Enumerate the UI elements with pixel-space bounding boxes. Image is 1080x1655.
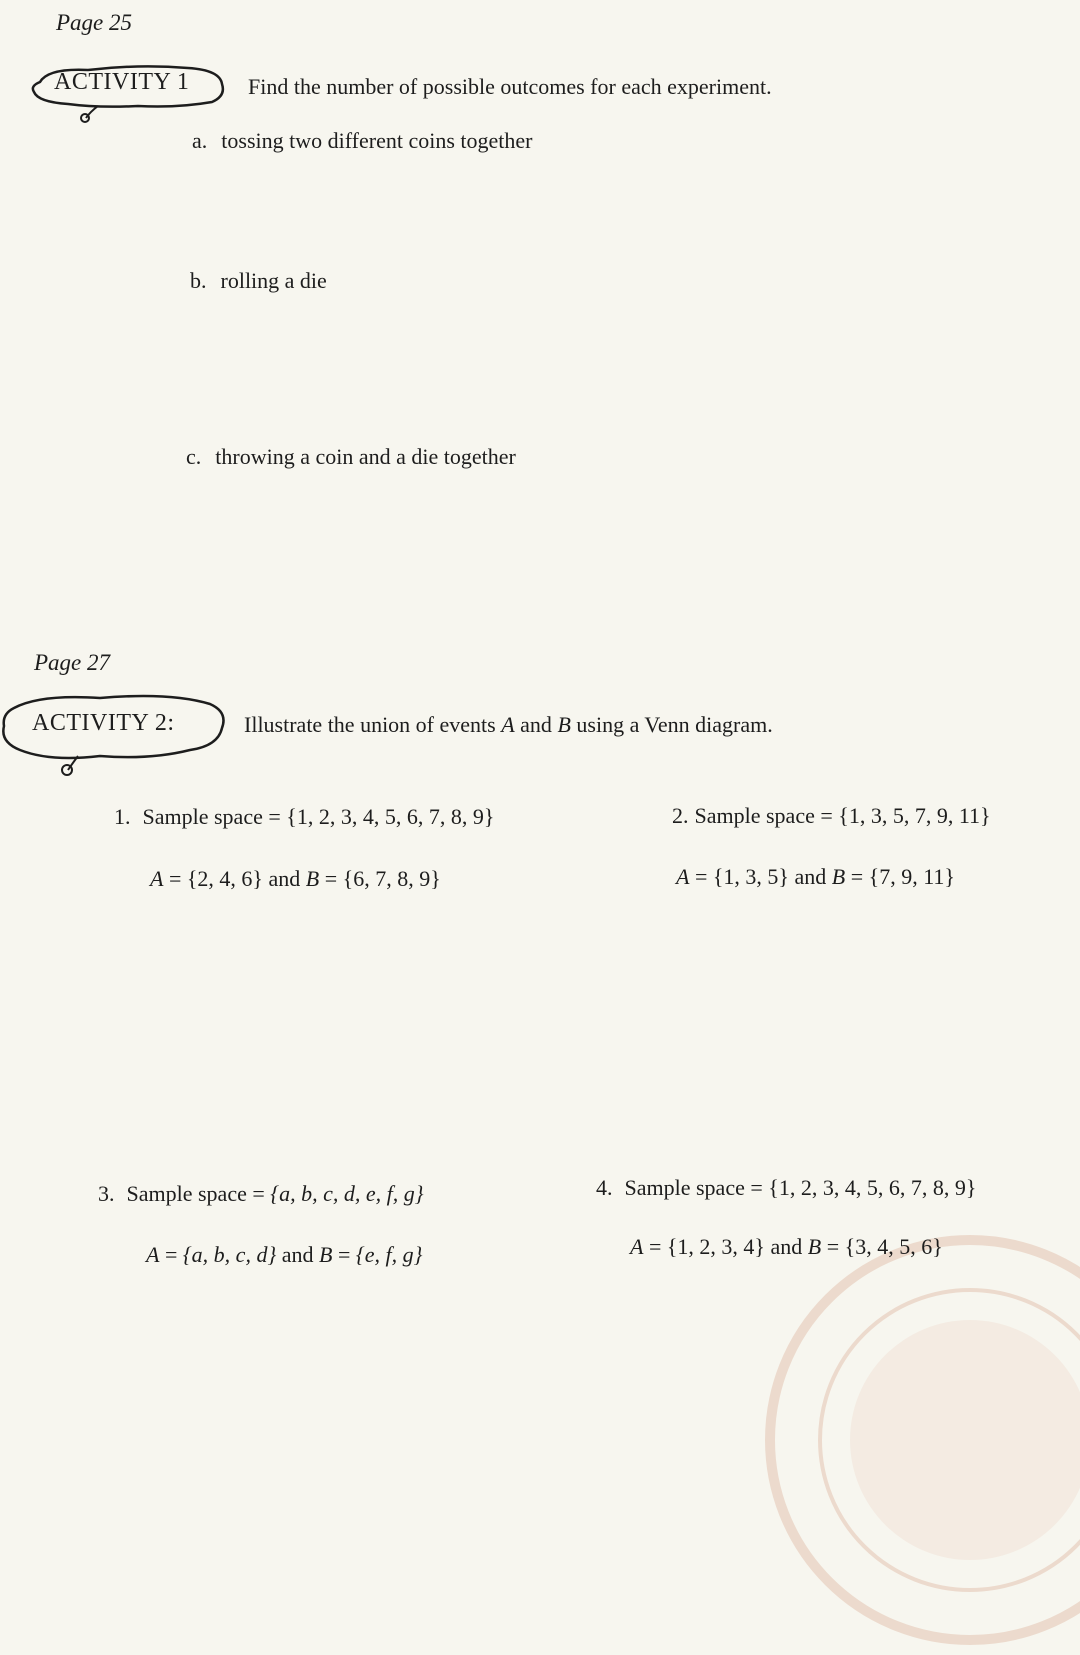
list-item [186,444,516,470]
activity-1-instruction: Find the number of possible outcomes for each experiment. [248,74,772,99]
problem-2-sample-space: 2. Sample space = {1, 3, 5, 7, 9, 11} [672,803,991,828]
activity-2-instruction: Illustrate the union of events A and B using a Venn diagram. [244,712,773,737]
activity-2-title: ACTIVITY 2: [32,710,175,736]
activity-1-title: ACTIVITY 1 [54,69,190,95]
problem-3-sets: A = {a, b, c, d} and B = {e, f, g} [146,1242,423,1267]
problem-1-sample-space: 1. Sample space = {1, 2, 3, 4, 5, 6, 7, 8, 9} [114,804,495,829]
problem-3-sample-space: 3. Sample space = {a, b, c, d, e, f, g} [98,1181,424,1206]
watermark-stamp [760,1230,1080,1650]
problem-1-sets: A = {2, 4, 6} and B = {6, 7, 8, 9} [150,866,441,891]
problem-4-sets: A = {1, 2, 3, 4} and B = {3, 4, 5, 6} [630,1234,943,1259]
problem-2-sets: A = {1, 3, 5} and B = {7, 9, 11} [676,864,955,889]
page-label: Page 27 [34,650,111,675]
activity-2-badge [0,690,230,780]
problem-4-sample-space: 4. Sample space = {1, 2, 3, 4, 5, 6, 7, 8, 9} [596,1175,977,1200]
list-item [192,128,532,154]
item-label: b. [190,268,207,293]
item-text: throwing a coin and a die together [215,444,516,469]
item-text: tossing two different coins together [221,128,533,153]
item-text: rolling a die [220,268,327,293]
item-label: c. [186,444,202,469]
list-item [190,268,327,294]
activity-1-badge [28,62,228,122]
item-label: a. [192,128,208,153]
page-label: Page 25 [56,10,133,35]
